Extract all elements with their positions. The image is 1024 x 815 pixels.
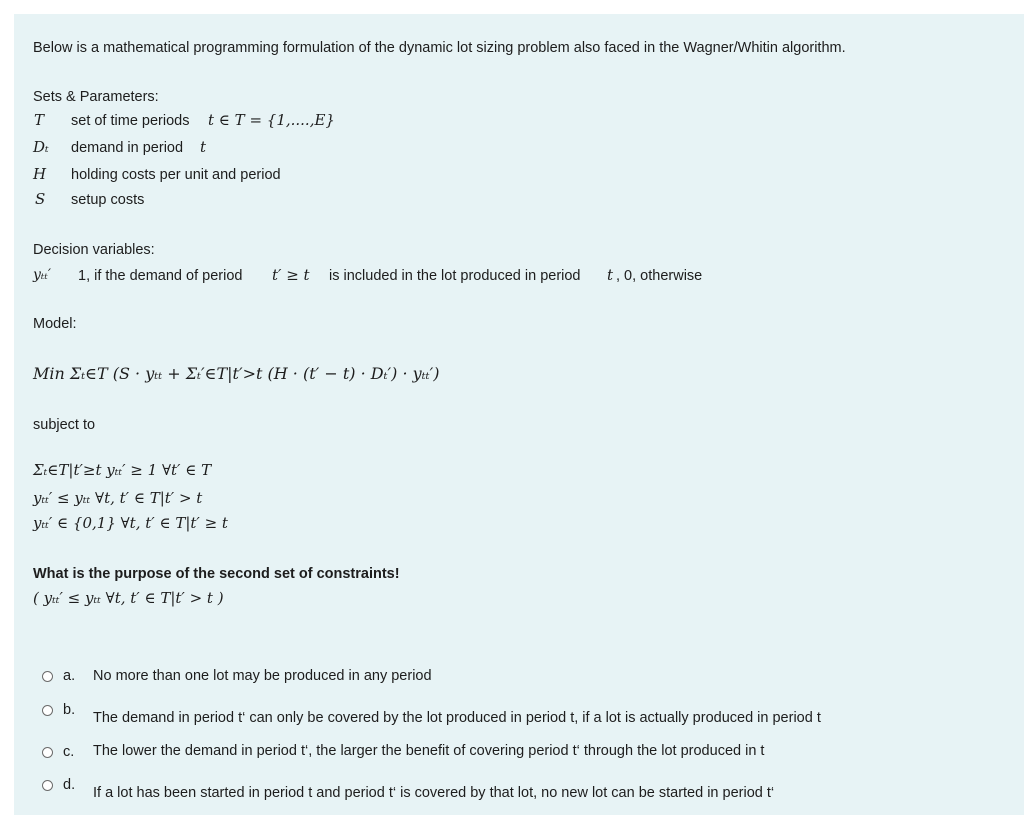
model-heading: Model: xyxy=(33,316,77,332)
constraint-2: yₜₜ′ ≤ yₜₜ ∀t, t′ ∈ T|t′ > t xyxy=(33,489,203,507)
objective-function: Min Σₜ∈T (S · yₜₜ + Σₜ′∈T|t′>t (H · (t′ − t) · Dₜ′) · yₜₜ′) xyxy=(33,364,440,383)
question-panel xyxy=(14,14,1024,815)
decision-math-2: t xyxy=(607,266,614,284)
option-letter-a: a. xyxy=(63,668,76,684)
param-symbol-D: Dₜ xyxy=(33,138,49,156)
answer-option-d[interactable] xyxy=(14,772,1024,808)
param-desc-D: demand in period xyxy=(71,140,184,156)
param-math-T: t ∈ T = {1,....,E} xyxy=(208,111,335,129)
option-text-d: If a lot has been started in period t and period t‘ is covered by that lot, no new lot can be started in period t‘ xyxy=(93,785,775,801)
option-text-b: The demand in period t‘ can only be covered by the lot produced in period t, if a lot is actually produced in period t xyxy=(93,710,821,726)
param-desc-T: set of time periods xyxy=(71,113,190,129)
radio-d[interactable] xyxy=(42,780,53,791)
question-prompt: What is the purpose of the second set of constraints! xyxy=(33,566,400,582)
decision-math-1: t′ ≥ t xyxy=(272,266,310,284)
decision-heading: Decision variables: xyxy=(33,242,155,258)
answer-option-b[interactable] xyxy=(14,698,1024,732)
question-prompt-math: ( yₜₜ′ ≤ yₜₜ ∀t, t′ ∈ T|t′ > t ) xyxy=(33,589,224,607)
question-intro: Below is a mathematical programming formulation of the dynamic lot sizing problem also faced in the Wagner/Whitin algorithm. xyxy=(33,40,846,56)
sets-heading: Sets & Parameters: xyxy=(33,89,159,105)
radio-a[interactable] xyxy=(42,671,53,682)
subject-to-label: subject to xyxy=(33,417,96,433)
decision-symbol: yₜₜ′ xyxy=(33,267,51,283)
decision-text-2: is included in the lot produced in period xyxy=(329,268,581,284)
option-text-c: The lower the demand in period t‘, the larger the benefit of covering period t‘ through the lot produced in t xyxy=(93,743,765,759)
param-symbol-H: H xyxy=(33,165,47,183)
constraint-1: Σₜ∈T|t′≥t yₜₜ′ ≥ 1 ∀t′ ∈ T xyxy=(33,461,212,479)
param-math-D: t xyxy=(200,138,207,156)
option-letter-d: d. xyxy=(63,777,76,793)
param-desc-H: holding costs per unit and period xyxy=(71,167,281,183)
option-letter-c: c. xyxy=(63,744,75,760)
constraint-3: yₜₜ′ ∈ {0,1} ∀t, t′ ∈ T|t′ ≥ t xyxy=(33,514,228,532)
decision-text-1: 1, if the demand of period xyxy=(78,268,243,284)
decision-text-3: , 0, otherwise xyxy=(616,268,703,284)
option-text-a: No more than one lot may be produced in any period xyxy=(93,668,432,684)
radio-b[interactable] xyxy=(42,705,53,716)
answer-option-c[interactable] xyxy=(14,738,1024,766)
answer-option-a[interactable] xyxy=(14,662,1024,690)
param-desc-S: setup costs xyxy=(71,192,145,208)
param-symbol-S: S xyxy=(35,190,46,208)
param-symbol-T: T xyxy=(34,111,45,129)
radio-c[interactable] xyxy=(42,747,53,758)
option-letter-b: b. xyxy=(63,702,76,718)
